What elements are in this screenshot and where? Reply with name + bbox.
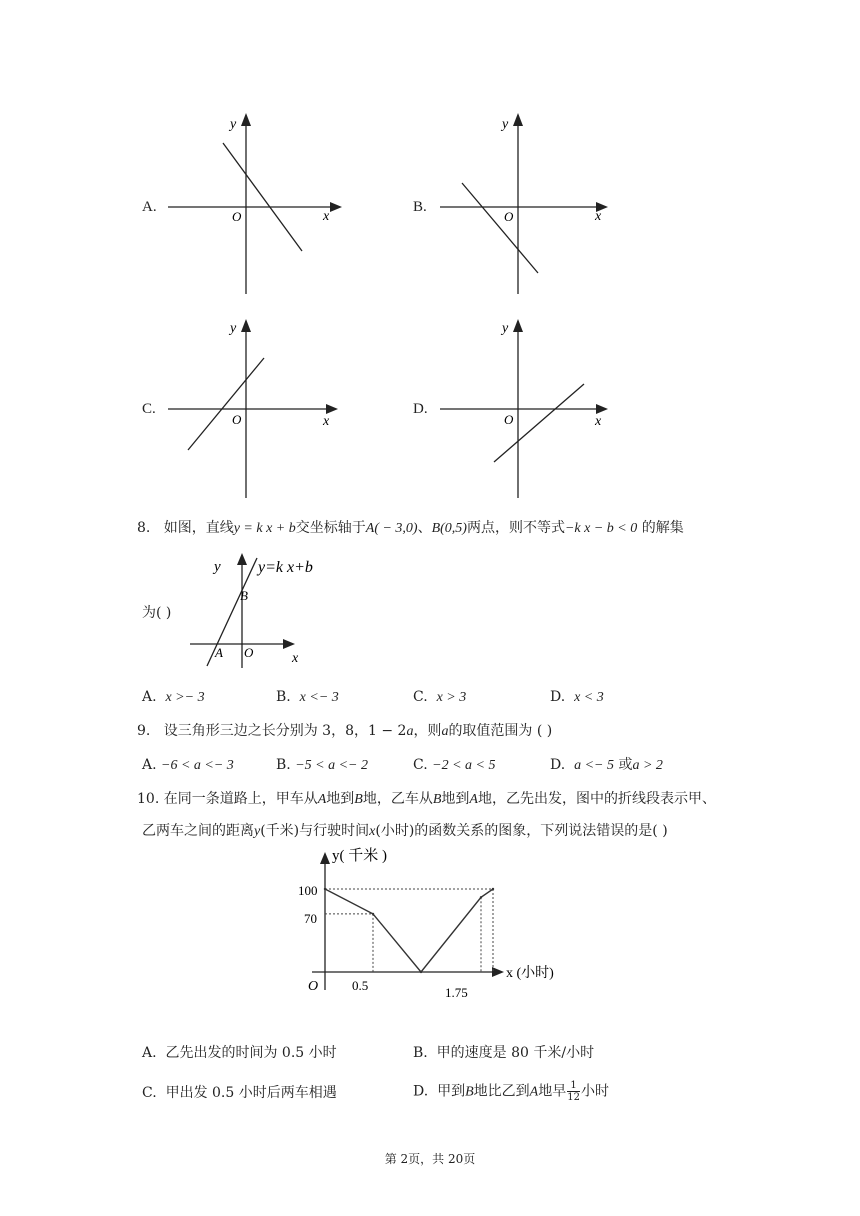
stem-text: 地，乙车从 xyxy=(362,791,433,807)
point-a: A xyxy=(529,1084,539,1100)
q7-graph-a xyxy=(160,108,350,298)
y-axis-arrow xyxy=(320,852,330,864)
stem-text: ，则 xyxy=(413,723,442,739)
option-letter: D. xyxy=(413,401,428,417)
q8-option-c xyxy=(413,687,466,708)
option-text: −6 < a <− 3 xyxy=(161,758,234,773)
x-axis-arrow xyxy=(492,967,504,977)
option-text: x <− 3 xyxy=(299,690,339,705)
point-b: B xyxy=(465,1084,474,1100)
inequality: −k x − b < 0 xyxy=(564,521,638,536)
origin-label: O xyxy=(232,412,242,427)
y-label: y xyxy=(214,559,221,575)
y-tick-70: 70 xyxy=(304,911,317,926)
option-text: 甲的速度是 80 千米/小时 xyxy=(436,1045,595,1061)
fraction xyxy=(567,1080,580,1103)
x-label: x xyxy=(323,209,330,224)
stem-text: 乙两车之间的距离 xyxy=(142,823,254,839)
question-number: 8. xyxy=(137,520,151,536)
option-text: 地早 xyxy=(538,1083,567,1100)
stem-text: 地到 xyxy=(326,791,355,807)
option-letter: A. xyxy=(142,757,157,773)
option-letter: B. xyxy=(276,689,291,705)
x-label: x xyxy=(323,414,330,429)
q10-stem-line2 xyxy=(142,821,668,842)
origin-label: O xyxy=(308,979,319,994)
x-label: x xyxy=(595,209,602,224)
option-letter: D. xyxy=(413,1083,429,1100)
y-axis-arrow xyxy=(513,319,523,332)
variable: x xyxy=(369,824,376,839)
stem-text: 的解集 xyxy=(637,520,684,536)
option-text: −2 < a < 5 xyxy=(432,758,496,773)
option-text: −5 < a <− 2 xyxy=(295,758,368,773)
x-axis-arrow xyxy=(326,404,338,414)
option-text: x < 3 xyxy=(574,690,604,705)
q8-option-b xyxy=(276,687,339,708)
line-label: y=k x+b xyxy=(258,559,313,576)
option-text: x >− 3 xyxy=(165,690,205,705)
question-number: 10. xyxy=(137,791,160,807)
data-point xyxy=(324,888,326,890)
q8-stem xyxy=(137,518,684,539)
q10-option-b xyxy=(413,1043,594,1063)
q9-stem xyxy=(137,721,552,742)
q8-stem-cont: 为( ) xyxy=(142,605,172,621)
point-a-label: A xyxy=(215,645,223,660)
option-text: 甲到 xyxy=(437,1083,466,1100)
option-text: a > 2 xyxy=(632,758,663,773)
q8-option-a xyxy=(142,687,205,708)
x-tick-0.5: 0.5 xyxy=(352,978,369,993)
y-label: y xyxy=(230,117,237,132)
option-letter: B. xyxy=(276,757,291,773)
x-axis-label: x (小时) xyxy=(506,966,554,981)
x-axis-arrow xyxy=(283,639,295,649)
fraction-numerator: 1 xyxy=(567,1080,580,1092)
stem-text: 的取值范围为 ( ) xyxy=(448,723,553,739)
option-text: x > 3 xyxy=(436,690,467,705)
data-point xyxy=(420,971,422,973)
y-label: y xyxy=(230,321,237,336)
y-label: y xyxy=(502,117,509,132)
point-b: B xyxy=(432,792,442,807)
stem-text: 设三角形三边之长分别为 3，8，1 − 2 xyxy=(163,723,407,739)
q10-chart xyxy=(290,842,570,1002)
option-letter: C. xyxy=(413,757,428,773)
stem-text: 、 xyxy=(417,520,432,536)
question-number: 9. xyxy=(137,723,151,739)
graph-line xyxy=(462,183,538,273)
stem-text: 如图，直线 xyxy=(163,520,234,536)
point-a: A xyxy=(317,792,327,807)
origin-label: O xyxy=(504,412,514,427)
y-axis-arrow xyxy=(237,553,247,565)
option-text: 甲出发 0.5 小时后两车相遇 xyxy=(165,1085,337,1101)
origin-label: O xyxy=(232,209,242,224)
y-axis-label: y( 千米 ) xyxy=(332,848,387,864)
x-axis-arrow xyxy=(330,202,342,212)
option-letter: D. xyxy=(550,757,566,773)
stem-text: 交坐标轴于 xyxy=(295,520,366,536)
graph-line xyxy=(223,143,302,251)
page-footer: 第 2页，共 20页 xyxy=(384,1152,476,1166)
option-letter: A. xyxy=(142,199,157,215)
q9-option-d xyxy=(550,755,663,776)
data-point xyxy=(492,888,494,890)
option-letter: C. xyxy=(142,401,156,417)
point-a: A( − 3,0) xyxy=(365,521,418,536)
q10-option-d xyxy=(413,1080,609,1103)
option-text: 地比乙到 xyxy=(473,1083,530,1100)
q7-graph-b xyxy=(432,108,622,298)
q9-option-a xyxy=(142,755,234,776)
option-text: 乙先出发的时间为 0.5 小时 xyxy=(165,1045,337,1061)
x-label: x xyxy=(292,651,299,666)
q7-graph-c xyxy=(160,312,350,502)
y-label: y xyxy=(502,321,509,336)
q10-stem-line1 xyxy=(137,789,716,810)
option-letter: C. xyxy=(142,1085,157,1101)
q10-option-a xyxy=(142,1043,337,1063)
option-text: 或 xyxy=(614,757,633,773)
point-b: B(0,5) xyxy=(431,521,467,536)
origin-label: O xyxy=(244,645,254,660)
q7-graph-d xyxy=(432,312,622,502)
data-point xyxy=(480,896,482,898)
option-letter: B. xyxy=(413,1045,428,1061)
x-axis-arrow xyxy=(596,404,608,414)
option-letter: B. xyxy=(413,199,427,215)
x-tick-1.75: 1.75 xyxy=(445,985,468,1000)
series-polyline xyxy=(325,889,493,972)
graph-line xyxy=(188,358,264,450)
origin-label: O xyxy=(504,209,514,224)
point-b: B xyxy=(354,792,363,807)
q9-option-b xyxy=(276,755,368,776)
y-axis-arrow xyxy=(241,319,251,332)
variable: a xyxy=(406,724,414,739)
point-a: A xyxy=(469,792,478,807)
q9-option-c xyxy=(413,755,495,776)
data-point xyxy=(372,913,374,915)
stem-text: 两点，则不等式 xyxy=(466,520,565,536)
q8-option-d xyxy=(550,687,604,708)
y-tick-100: 100 xyxy=(298,883,318,898)
option-letter: A. xyxy=(142,1045,157,1061)
stem-text: (小时)的函数关系的图象，下列说法错误的是( ) xyxy=(375,823,668,839)
y-axis-arrow xyxy=(241,113,251,126)
q10-option-c xyxy=(142,1083,337,1103)
variable: y xyxy=(254,824,261,839)
option-letter: D. xyxy=(550,689,566,705)
stem-text: 地，乙先出发，图中的折线段表示甲、 xyxy=(477,791,716,807)
y-axis-arrow xyxy=(513,113,523,126)
equation: y = k x + b xyxy=(233,521,296,536)
stem-text: (千米)与行驶时间 xyxy=(260,823,370,839)
option-text: 小时 xyxy=(580,1083,609,1100)
fraction-denominator: 12 xyxy=(567,1092,580,1103)
option-letter: C. xyxy=(413,689,428,705)
option-letter: A. xyxy=(142,689,157,705)
series-line xyxy=(324,888,494,973)
stem-text: 在同一条道路上，甲车从 xyxy=(163,791,318,807)
variable: a xyxy=(441,724,449,739)
stem-text: 地到 xyxy=(441,791,470,807)
option-text: a <− 5 xyxy=(574,758,614,773)
x-label: x xyxy=(595,414,602,429)
point-b-label: B xyxy=(240,588,248,603)
q8-figure xyxy=(185,548,345,673)
